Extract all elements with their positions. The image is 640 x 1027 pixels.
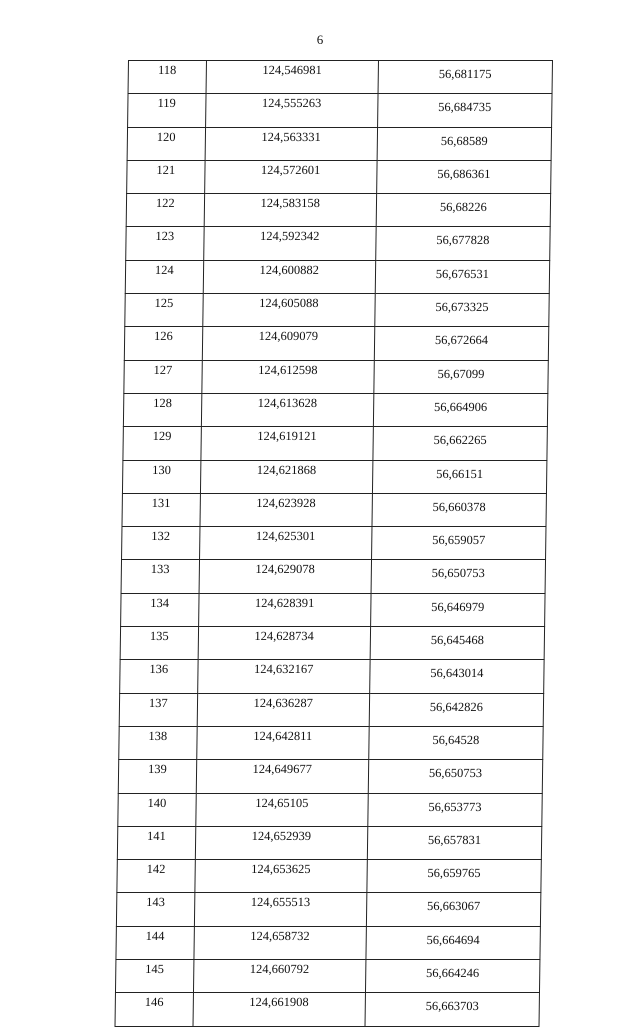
table-row [117,860,541,893]
point-number-cell: 120 [127,127,205,160]
y-coordinate-cell: 56,643014 [369,660,544,693]
x-coordinate-cell: 124,613628 [201,393,374,426]
table-row [126,194,550,227]
x-coordinate-cell: 124,652939 [195,826,368,859]
y-coordinate-cell: 56,664694 [366,926,541,959]
x-coordinate-cell: 124,583158 [204,194,377,227]
point-number-cell: 146 [115,993,193,1026]
table-row [122,493,546,526]
y-coordinate-cell: 56,662265 [373,427,548,460]
y-coordinate-cell: 56,664246 [365,960,540,993]
table-row [115,993,539,1026]
y-coordinate-cell: 56,686361 [376,160,551,193]
y-coordinate-cell: 56,66151 [372,460,547,493]
y-coordinate-cell: 56,673325 [375,294,550,327]
x-coordinate-cell: 124,636287 [197,693,370,726]
y-coordinate-cell: 56,650753 [371,560,546,593]
y-coordinate-cell: 56,646979 [370,593,545,626]
point-number-cell: 137 [119,693,197,726]
table-row [120,660,544,693]
y-coordinate-cell: 56,64528 [369,726,544,759]
x-coordinate-cell: 124,653625 [194,860,367,893]
table-row [118,760,542,793]
table-row [127,160,551,193]
page-number: 6 [316,32,324,47]
point-number-cell: 131 [122,493,200,526]
point-number-cell: 119 [128,94,206,127]
x-coordinate-cell: 124,612598 [201,360,374,393]
x-coordinate-cell: 124,592342 [203,227,376,260]
x-coordinate-cell: 124,655513 [194,893,367,926]
y-coordinate-cell: 56,67099 [374,360,549,393]
y-coordinate-cell: 56,650753 [368,760,543,793]
x-coordinate-cell: 124,609079 [202,327,375,360]
table-row [120,627,544,660]
x-coordinate-cell: 124,546981 [206,61,379,94]
table-row [118,793,542,826]
point-number-cell: 141 [117,826,195,859]
point-number-cell: 130 [122,460,200,493]
y-coordinate-cell: 56,664906 [373,393,548,426]
y-coordinate-cell: 56,659765 [367,860,542,893]
x-coordinate-cell: 124,65105 [195,793,368,826]
y-coordinate-cell: 56,657831 [367,826,542,859]
coordinates-table [115,60,553,1027]
point-number-cell: 126 [124,327,202,360]
point-number-cell: 135 [120,627,198,660]
point-number-cell: 121 [127,160,205,193]
point-number-cell: 136 [120,660,198,693]
y-coordinate-cell: 56,642826 [369,693,544,726]
point-number-cell: 133 [121,560,199,593]
table-row [117,826,541,859]
table-row [128,94,552,127]
table-row [123,427,547,460]
y-coordinate-cell: 56,645468 [370,627,545,660]
x-coordinate-cell: 124,572601 [204,160,377,193]
x-coordinate-cell: 124,563331 [205,127,378,160]
x-coordinate-cell: 124,619121 [201,427,374,460]
y-coordinate-cell: 56,672664 [374,327,549,360]
table-row [125,294,549,327]
x-coordinate-cell: 124,661908 [193,993,366,1026]
y-coordinate-cell: 56,681175 [378,61,553,94]
table-row [121,593,545,626]
table-row [115,960,539,993]
x-coordinate-cell: 124,642811 [196,726,369,759]
y-coordinate-cell: 56,653773 [368,793,543,826]
x-coordinate-cell: 124,628734 [198,627,371,660]
table-row [124,360,548,393]
table-row [119,693,543,726]
table-row [122,527,546,560]
table-row [116,893,540,926]
point-number-cell: 127 [124,360,202,393]
table-row [126,227,550,260]
point-number-cell: 138 [119,726,197,759]
point-number-cell: 143 [116,893,194,926]
point-number-cell: 139 [118,760,196,793]
table-row [122,460,546,493]
table-row [123,393,547,426]
x-coordinate-cell: 124,625301 [199,527,372,560]
table-row [121,560,545,593]
x-coordinate-cell: 124,600882 [203,260,376,293]
point-number-cell: 129 [123,427,201,460]
y-coordinate-cell: 56,68226 [376,194,551,227]
y-coordinate-cell: 56,684735 [377,94,552,127]
y-coordinate-cell: 56,68589 [377,127,552,160]
point-number-cell: 145 [115,960,193,993]
point-number-cell: 140 [118,793,196,826]
point-number-cell: 128 [123,393,201,426]
point-number-cell: 118 [128,61,206,94]
y-coordinate-cell: 56,663067 [366,893,541,926]
table-row [125,260,549,293]
x-coordinate-cell: 124,555263 [205,94,378,127]
point-number-cell: 134 [121,593,199,626]
x-coordinate-cell: 124,623928 [200,493,373,526]
point-number-cell: 144 [116,926,194,959]
table-body [115,61,552,1027]
table-row [128,61,552,94]
table-row [124,327,548,360]
table-row [116,926,540,959]
x-coordinate-cell: 124,660792 [193,960,366,993]
point-number-cell: 132 [122,527,200,560]
point-number-cell: 122 [126,194,204,227]
y-coordinate-cell: 56,659057 [371,527,546,560]
x-coordinate-cell: 124,629078 [199,560,372,593]
y-coordinate-cell: 56,660378 [372,493,547,526]
x-coordinate-cell: 124,628391 [198,593,371,626]
x-coordinate-cell: 124,621868 [200,460,373,493]
y-coordinate-cell: 56,676531 [375,260,550,293]
y-coordinate-cell: 56,663703 [365,993,540,1026]
x-coordinate-cell: 124,605088 [202,294,375,327]
x-coordinate-cell: 124,658732 [194,926,367,959]
point-number-cell: 124 [125,260,203,293]
table-row [127,127,551,160]
x-coordinate-cell: 124,632167 [197,660,370,693]
point-number-cell: 123 [126,227,204,260]
table-row [119,726,543,759]
x-coordinate-cell: 124,649677 [196,760,369,793]
y-coordinate-cell: 56,677828 [376,227,551,260]
point-number-cell: 142 [117,860,195,893]
point-number-cell: 125 [125,294,203,327]
